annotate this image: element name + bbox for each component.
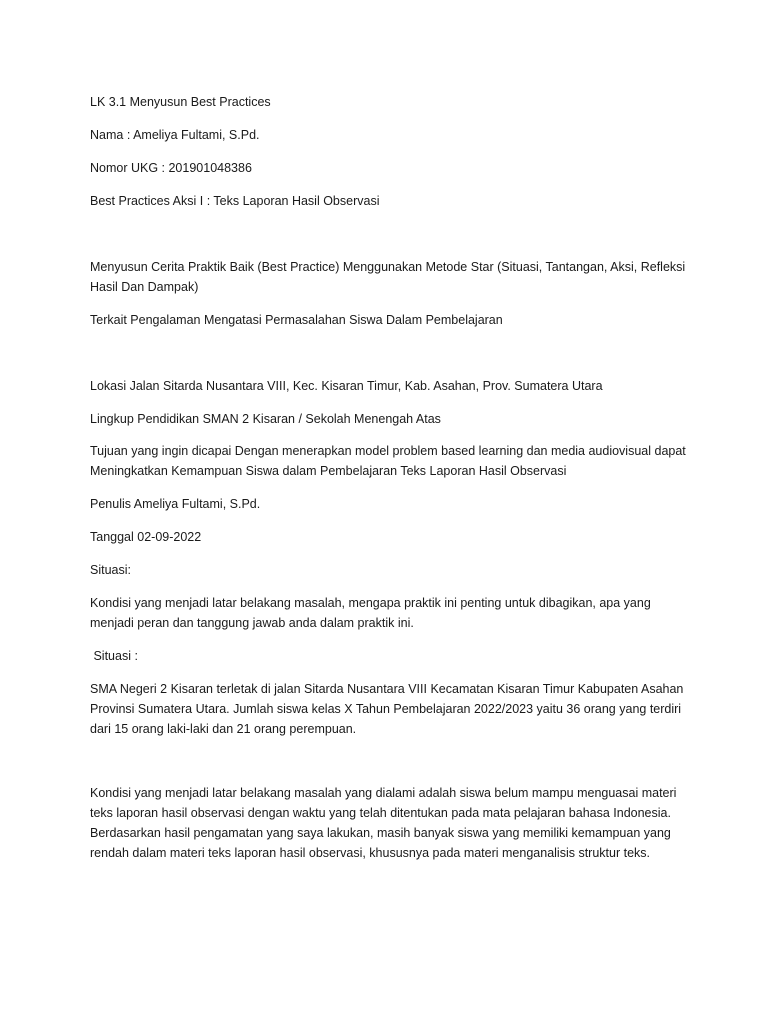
detail-tujuan: Tujuan yang ingin dicapai Dengan menerapkan model problem based learning dan media audiovisual dapat Meningkatkan Kemampuan Siswa dalam Pembelajaran Teks Laporan Hasil Observasi (90, 444, 686, 478)
author-name: Nama : Ameliya Fultami, S.Pd. (90, 128, 260, 142)
detail-tanggal: Tanggal 02-09-2022 (90, 530, 202, 544)
situasi-paragraph-2: Kondisi yang menjadi latar belakang masalah yang dialami adalah siswa belum mampu menguasai materi teks laporan hasil observasi dengan waktu yang telah ditentukan pada mata pelajaran bahasa Indonesia. Berdasarkan hasil pengamatan yang saya lakukan, masih banyak siswa yang memiliki kemampuan yang rendah dalam materi teks laporan hasil observasi, khususnya pada materi menganalisis struktur teks. (90, 786, 677, 860)
situasi-paragraph-1: SMA Negeri 2 Kisaran terletak di jalan Sitarda Nusantara VIII Kecamatan Kisaran Timur Kabupaten Asahan Provinsi Sumatera Utara. Jumlah siswa kelas X Tahun Pembelajaran 2022/2023 yaitu 36 orang yang terdiri dari 15 orang laki-laki dan 21 orang perempuan. (90, 682, 684, 736)
intro-topic: Terkait Pengalaman Mengatasi Permasalahan Siswa Dalam Pembelajaran (90, 313, 503, 327)
best-practice-aksi: Best Practices Aksi I : Teks Laporan Hasil Observasi (90, 194, 380, 208)
ukg-number: Nomor UKG : 201901048386 (90, 161, 252, 175)
intro-heading: Menyusun Cerita Praktik Baik (Best Practice) Menggunakan Metode Star (Situasi, Tantangan, Aksi, Refleksi Hasil Dan Dampak) (90, 260, 686, 294)
situasi-label-2: Situasi : (90, 649, 138, 663)
detail-lokasi: Lokasi Jalan Sitarda Nusantara VIII, Kec. Kisaran Timur, Kab. Asahan, Prov. Sumatera Utara (90, 379, 603, 393)
situasi-prompt: Kondisi yang menjadi latar belakang masalah, mengapa praktik ini penting untuk dibagikan, apa yang menjadi peran dan tanggung jawab anda dalam praktik ini. (90, 596, 651, 630)
detail-penulis: Penulis Ameliya Fultami, S.Pd. (90, 497, 261, 511)
situasi-label: Situasi: (90, 563, 131, 577)
detail-lingkup: Lingkup Pendidikan SMAN 2 Kisaran / Sekolah Menengah Atas (90, 412, 441, 426)
document-title: LK 3.1 Menyusun Best Practices (90, 95, 271, 109)
